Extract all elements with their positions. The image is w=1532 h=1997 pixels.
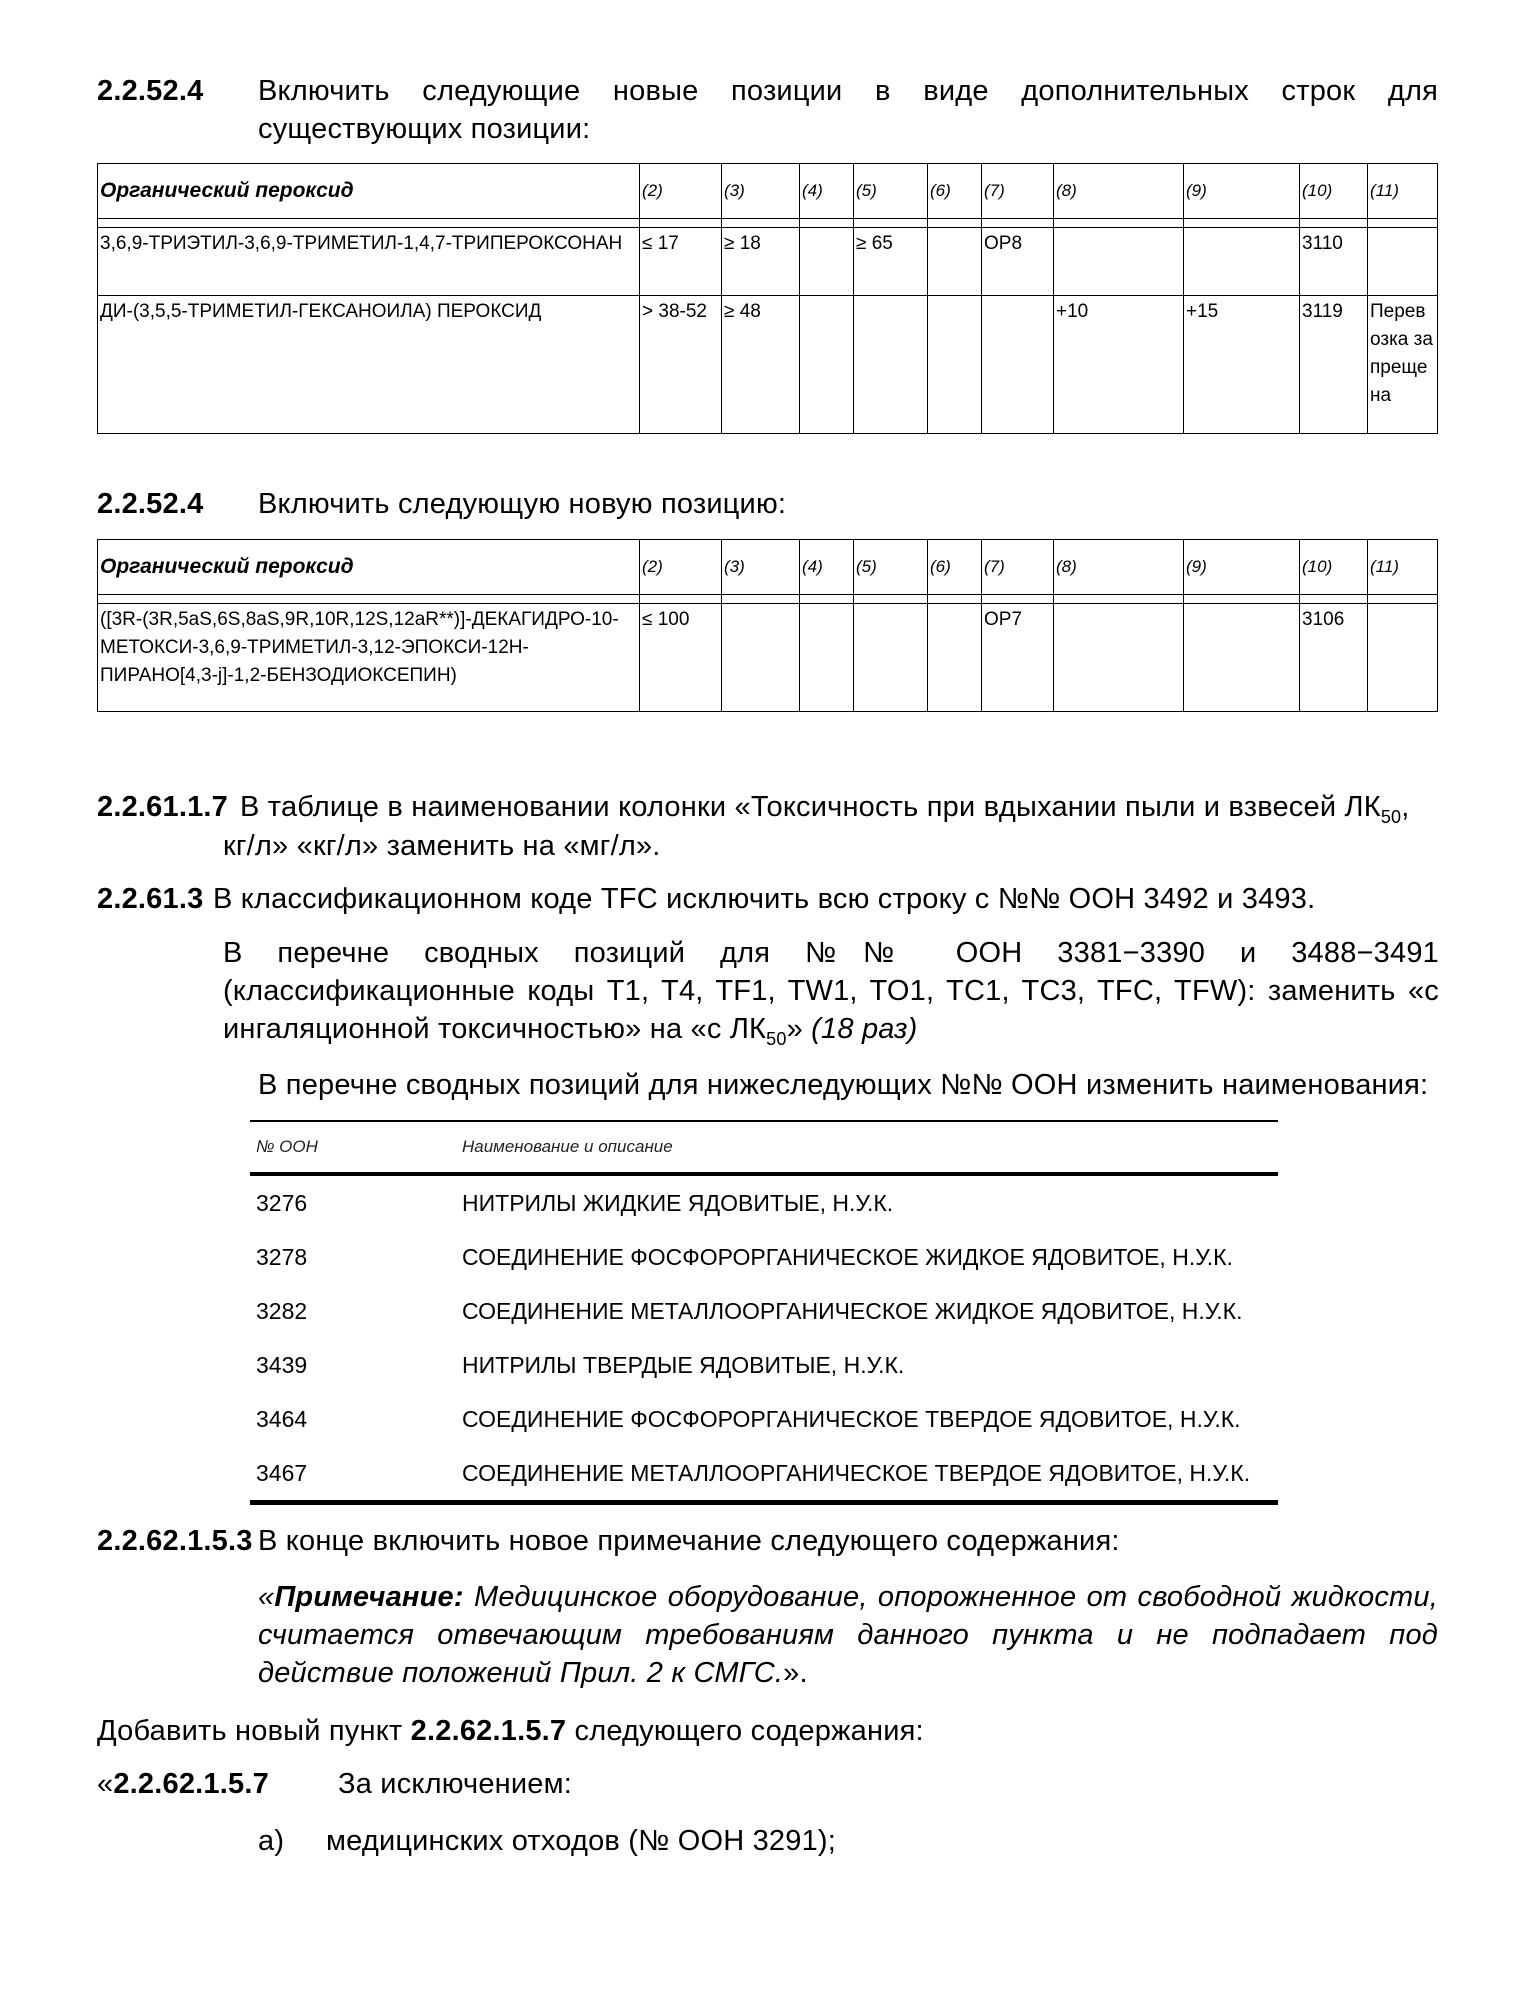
table-cell: НИТРИЛЫ ЖИДКИЕ ЯДОВИТЫЕ, Н.У.К.: [462, 1189, 894, 1216]
section-number: 2.2.62.1.5.7: [410, 1715, 567, 1747]
text-run: следующего содержания:: [566, 1715, 924, 1747]
table-cell: 3464: [256, 1405, 308, 1432]
section-number: [97, 1765, 269, 1803]
header-cell: (7): [982, 540, 1054, 595]
table-row: [250, 1174, 1278, 1230]
table-cell: ДИ-(3,5,5-ТРИМЕТИЛ-ГЕКСАНОИЛА) ПЕРОКСИД: [98, 296, 640, 434]
note-text: (18 раз): [811, 1013, 918, 1045]
header-cell: № ООН: [256, 1137, 318, 1156]
list-marker: а): [258, 1825, 285, 1857]
table-cell: ≥ 65: [854, 228, 928, 296]
table-cell: [928, 228, 982, 296]
table-cell: 3276: [256, 1189, 308, 1216]
table-cell: ≤ 100: [640, 604, 722, 712]
text-run: ингаляционной токсичностью» на «с ЛК: [223, 1013, 767, 1045]
table-cell: 3278: [256, 1243, 308, 1270]
table-cell: [800, 296, 854, 434]
header-cell: (6): [928, 164, 982, 219]
table-cell: 3,6,9-ТРИЭТИЛ-3,6,9-ТРИМЕТИЛ-1,4,7-ТРИПЕРОКСОНАН: [98, 228, 640, 296]
table-row: [98, 228, 1438, 296]
header-cell: (3): [722, 164, 800, 219]
header-cell: Наименование и описание: [462, 1137, 673, 1156]
table-row: [250, 1446, 1278, 1503]
list-item: медицинских отходов (№ ООН 3291);: [326, 1825, 837, 1857]
table-header-row: [98, 164, 1438, 219]
table-cell: [1368, 228, 1438, 296]
header-cell: (2): [640, 164, 722, 219]
header-cell: (9): [1184, 164, 1300, 219]
table-row: [250, 1392, 1278, 1446]
table-cell: [1054, 228, 1184, 296]
section-text: За исключением:: [338, 1768, 573, 1800]
table-cell: [1184, 228, 1300, 296]
table-cell: СОЕДИНЕНИЕ ФОСФОРОРГАНИЧЕСКОЕ ЖИДКОЕ ЯДОВИТОЕ, Н.У.К.: [462, 1243, 1233, 1270]
note-label: Примечание:: [274, 1581, 464, 1613]
note-line: [258, 1578, 1438, 1616]
section-text: В перечне сводных позиций для нижеследующих №№ ООН изменить наименования:: [258, 1069, 1429, 1101]
section-text-line: кг/л» «кг/л» заменить на «мг/л».: [223, 830, 661, 862]
section-number: 2.2.52.4: [97, 75, 204, 107]
table-cell: ≥ 18: [722, 228, 800, 296]
text-run: Добавить новый пункт: [97, 1715, 411, 1747]
header-cell: (6): [928, 540, 982, 595]
header-cell: Органический пероксид: [98, 540, 640, 595]
section-number-text: 2.2.62.1.5.7: [113, 1768, 269, 1800]
text-run: »: [786, 1013, 812, 1045]
section-text-line: [223, 1010, 1439, 1058]
header-cell: Органический пероксид: [98, 164, 640, 219]
header-cell: (8): [1054, 164, 1184, 219]
peroxide-table-2: [97, 539, 1438, 712]
section-text-line: существующих позиции:: [258, 113, 591, 145]
note-open-quote: «: [258, 1581, 275, 1613]
header-cell: (4): [800, 540, 854, 595]
table-cell: [928, 604, 982, 712]
table-cell: СОЕДИНЕНИЕ МЕТАЛЛООРГАНИЧЕСКОЕ ТВЕРДОЕ ЯДОВИТОЕ, Н.У.К.: [462, 1459, 1251, 1486]
note-close: ».: [783, 1657, 808, 1689]
table-header-row: [250, 1121, 1278, 1174]
table-header-row: [98, 540, 1438, 595]
table-cell: +10: [1054, 296, 1184, 434]
table-row: [98, 604, 1438, 712]
section-text: В конце включить новое примечание следующего содержания:: [258, 1525, 1120, 1557]
table-cell: 3282: [256, 1297, 308, 1324]
table-row: [250, 1338, 1278, 1392]
table-cell: [854, 296, 928, 434]
section-number: 2.2.61.1.7: [97, 791, 228, 823]
header-cell: (8): [1054, 540, 1184, 595]
table-cell: [800, 604, 854, 712]
header-cell: (5): [854, 164, 928, 219]
oon-names-table: [250, 1120, 1278, 1505]
table-cell: OP8: [982, 228, 1054, 296]
table-cell: 3467: [256, 1459, 308, 1486]
section-text-line: В перечне сводных позиций для №№ ООН 3381−3390 и 3488−3491: [223, 937, 1439, 969]
header-cell: (2): [640, 540, 722, 595]
table-cell: НИТРИЛЫ ТВЕРДЫЕ ЯДОВИТЫЕ, Н.У.К.: [462, 1351, 905, 1378]
header-cell: (3): [722, 540, 800, 595]
table-cell: [1184, 604, 1300, 712]
note-text: Медицинское оборудование, опорожненное от свободной жидкости,: [463, 1581, 1438, 1613]
section-number: 2.2.52.4: [97, 488, 204, 520]
table-cell: ([3R-(3R,5aS,6S,8aS,9R,10R,12S,12aR**)]-ДЕКАГИДРО-10-МЕТОКСИ-3,6,9-ТРИМЕТИЛ-3,12-ЭПОКСИ-12Н-ПИРАНО[4,3-j]-1,2-БЕНЗОДИОКСЕПИН): [98, 604, 640, 712]
header-cell: (7): [982, 164, 1054, 219]
section-number: 2.2.61.3: [97, 883, 204, 915]
table-cell: [928, 296, 982, 434]
open-quote: «: [97, 1768, 114, 1800]
section-text: Включить следующую новую позицию:: [258, 488, 787, 520]
table-cell: 3119: [1300, 296, 1368, 434]
table-cell: 3106: [1300, 604, 1368, 712]
table-cell: > 38-52: [640, 296, 722, 434]
table-cell: ≥ 48: [722, 296, 800, 434]
table-cell: 3110: [1300, 228, 1368, 296]
table-cell: +15: [1184, 296, 1300, 434]
section-text: [97, 1712, 924, 1750]
header-cell: (10): [1300, 164, 1368, 219]
header-cell: (9): [1184, 540, 1300, 595]
header-cell: (11): [1368, 164, 1438, 219]
text-run: В таблице в наименовании колонки «Токсичность при вдыхании пыли и взвесей ЛК: [240, 791, 1381, 823]
header-cell: (4): [800, 164, 854, 219]
table-cell: СОЕДИНЕНИЕ МЕТАЛЛООРГАНИЧЕСКОЕ ЖИДКОЕ ЯДОВИТОЕ, Н.У.К.: [462, 1297, 1243, 1324]
header-cell: (10): [1300, 540, 1368, 595]
table-row: [250, 1284, 1278, 1338]
table-cell: [722, 604, 800, 712]
table-cell: [1368, 604, 1438, 712]
table-cell: 3439: [256, 1351, 308, 1378]
section-number: 2.2.62.1.5.3: [97, 1525, 253, 1557]
note-line: считается отвечающим требованиям данного пункта и не подпадает под: [258, 1619, 1438, 1651]
section-text-line: (классификационные коды T1, T4, TF1, TW1, TO1, TC1, TC3, TFC, TFW): заменить «с: [223, 975, 1439, 1007]
subscript: 50: [1380, 806, 1402, 827]
table-row: [98, 296, 1438, 434]
peroxide-table-1: [97, 163, 1438, 434]
table-cell: OP7: [982, 604, 1054, 712]
table-cell: [800, 228, 854, 296]
text-run: ,: [1401, 791, 1410, 823]
header-cell: (5): [854, 540, 928, 595]
header-cell: (11): [1368, 540, 1438, 595]
table-cell: ≤ 17: [640, 228, 722, 296]
section-text: В классификационном коде TFC исключить всю строку с №№ ООН 3492 и 3493.: [213, 883, 1316, 915]
table-cell: [854, 604, 928, 712]
table-cell: СОЕДИНЕНИЕ ФОСФОРОРГАНИЧЕСКОЕ ТВЕРДОЕ ЯДОВИТОЕ, Н.У.К.: [462, 1405, 1241, 1432]
table-cell: [982, 296, 1054, 434]
table-cell: [1054, 604, 1184, 712]
table-cell: Перевозка запрещена: [1368, 296, 1438, 434]
subscript: 50: [766, 1028, 787, 1049]
section-text-line: Включить следующие новые позиции в виде дополнительных строк для: [258, 75, 1438, 107]
note-line: [258, 1654, 1438, 1692]
note-text: действие положений Прил. 2 к СМГС.: [258, 1657, 784, 1689]
table-row: [250, 1230, 1278, 1284]
